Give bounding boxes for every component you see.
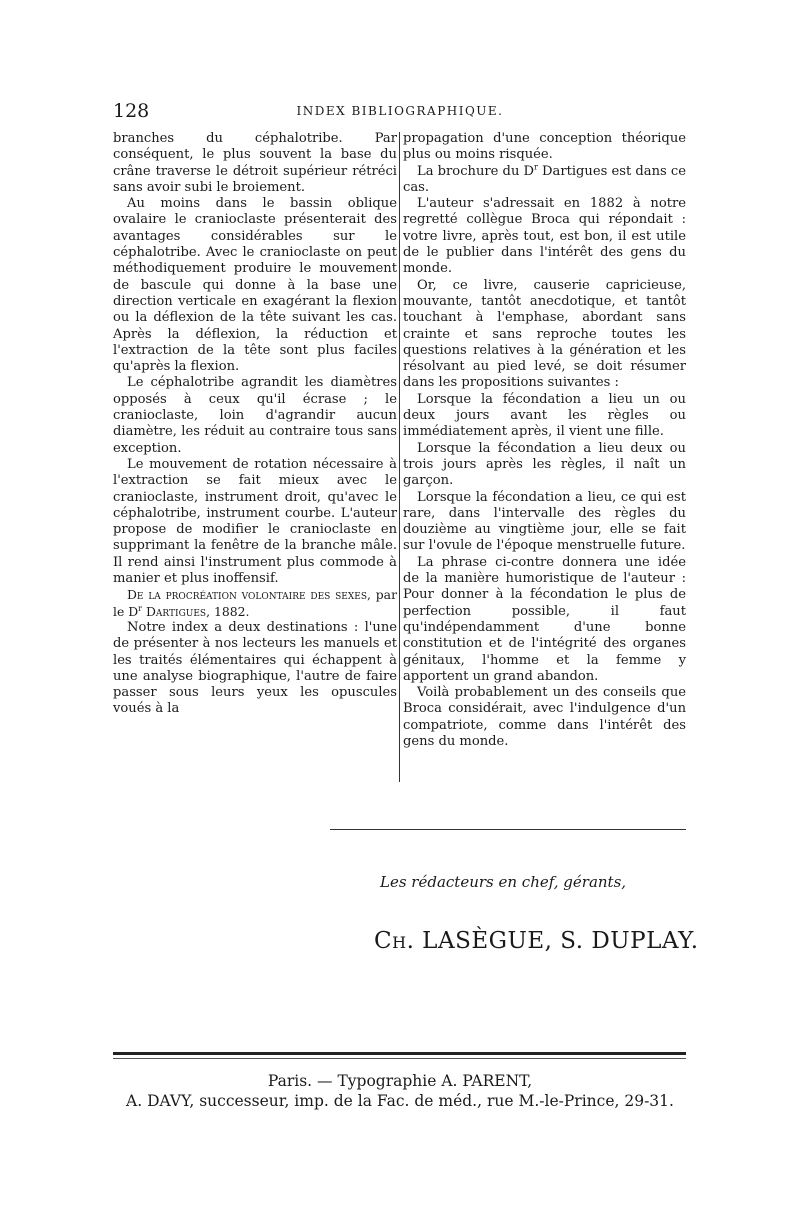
paragraph: Lorsque la fécondation a lieu, ce qui est rare, dans l'intervalle des règles du douzième au vingtième jour, elle se fait sur l'ovule de l'époque menstruelle future. — [403, 489, 686, 554]
page-number: 128 — [113, 100, 150, 122]
paragraph: L'auteur s'adressait en 1882 à notre regretté collègue Broca qui répondait : votre livre, après tout, est bon, il est utile de le publier dans l'intérêt des gens du monde. — [403, 196, 686, 277]
paragraph: Voilà probablement un des conseils que Broca considérait, avec l'indulgence d'un compatriote, comme dans l'intérêt des gens du monde. — [403, 685, 686, 749]
paragraph: Le céphalotribe agrandit les diamètres opposés à ceux qu'il écrase ; le cranioclaste, loin d'agrandir aucun diamètre, les réduit au contraire tous sans exception. — [113, 375, 397, 456]
section-heading — [113, 587, 397, 620]
heading-title: De la procréation volontaire des sexes — [127, 587, 367, 603]
paragraph: Lorsque la fécondation a lieu deux ou trois jours après les règles, il naît un garçon. — [403, 440, 686, 489]
separator-rule — [330, 829, 686, 830]
left-column — [113, 131, 397, 718]
heading-sup: r — [138, 603, 142, 613]
right-column — [403, 131, 686, 750]
paragraph: Au moins dans le bassin oblique ovalaire le cranioclaste présenterait des avantages considérables sur le céphalotribe. Avec le cranioclaste on peut méthodiquement produire le mouvement de bascule qui donne à la base une direction verticale en exagérant la flexion ou la déflexion de la tête suivant les cas. Après la déflexion, la réduction et l'extraction de la tête sont plus faciles qu'après la flexion. — [113, 196, 397, 375]
paragraph: branches du céphalotribe. Par conséquent, le plus souvent la base du crâne traverse le détroit supérieur rétréci sans avoir subi le broiement. — [113, 131, 397, 195]
paragraph: Or, ce livre, causerie capricieuse, mouvante, tantôt anecdotique, et tantôt touchant à l'emphase, abordant sans crainte et sans reproche toutes les questions relatives à la génération et les résolvant au pied levé, se doit résumer dans les propositions suivantes : — [403, 277, 686, 391]
heading-author: Dartigues — [145, 603, 207, 619]
paragraph: Le mouvement de rotation nécessaire à l'extraction se fait mieux avec le cranioclaste, instrument droit, qu'avec le céphalotribe, instrument courbe. L'auteur propose de modifier le cranioclaste en supprimant la fenêtre de la branche mâle. Il rend ainsi l'instrument plus commode à manier et plus inoffensif. — [113, 456, 397, 587]
printer-imprint — [0, 1071, 800, 1111]
paragraph: Lorsque la fécondation a lieu un ou deux jours avant les règles ou immédiatement après, il vient une fille. — [403, 391, 686, 440]
paragraph — [403, 164, 686, 197]
heading-by: , par le D — [113, 587, 397, 619]
printer-line: A. DAVY, successeur, imp. de la Fac. de méd., rue M.-le-Prince, 29-31. — [126, 1092, 674, 1110]
paragraph: La phrase ci-contre donnera une idée de la manière humoristique de l'auteur : Pour donner à la fécondation le plus de perfection possible, il faut qu'indépendamment d'une bonne constitution et de l'intégrité des organes génitaux, l'homme et la femme y apportent un grand abandon. — [403, 554, 686, 684]
editors-line: Les rédacteurs en chef, gérants, — [380, 873, 627, 891]
signature-ch: Ch — [374, 928, 407, 954]
printer-line: Paris. — Typographie A. PARENT, — [267, 1072, 533, 1090]
heading-year: , 1882. — [206, 603, 250, 619]
footer-rule-thin — [113, 1058, 686, 1059]
paragraph: propagation d'une conception théorique plus ou moins risquée. — [403, 131, 686, 163]
column-divider — [399, 132, 400, 782]
footer-rule-thick — [113, 1052, 686, 1055]
doctor-sup: r — [534, 162, 538, 172]
signature — [374, 928, 699, 954]
signature-names: . LASÈGUE, S. DUPLAY. — [406, 928, 699, 954]
paragraph-part: Dartigues est dans ce cas. — [403, 163, 686, 195]
running-title: INDEX BIBLIOGRAPHIQUE. — [296, 104, 504, 118]
paragraph-part: La brochure du D — [417, 163, 535, 179]
paragraph: Notre index a deux destinations : l'une de présenter à nos lecteurs les manuels et les traités élémentaires qui échappent à une analyse biographique, l'autre de faire passer sous leurs yeux les opuscules voués à la — [113, 619, 397, 717]
